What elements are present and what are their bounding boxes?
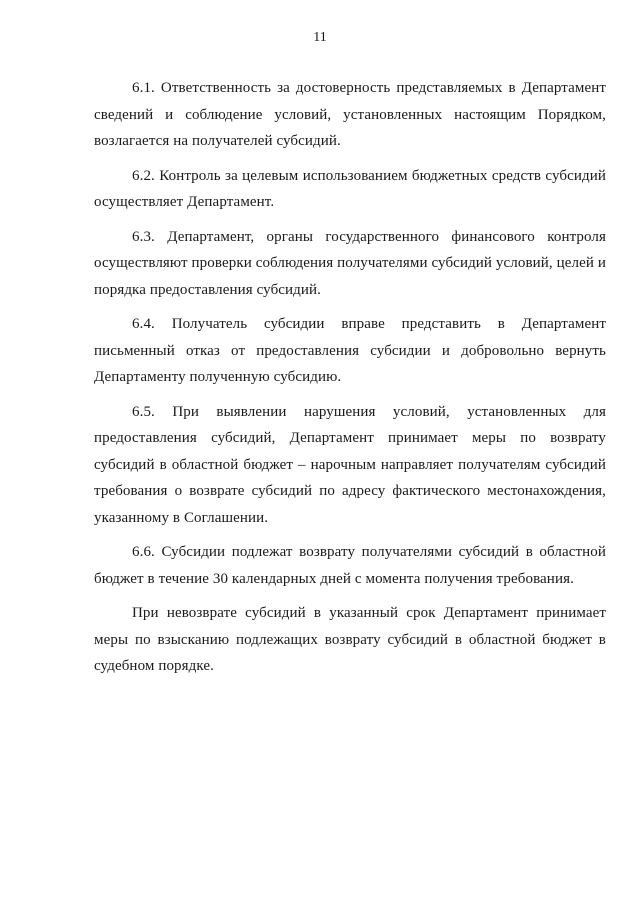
paragraph-6-1: 6.1. Ответственность за достоверность представляемых в Департамент сведений и соблюдение условий, установленных настоящим Порядком, возлагается на получателей субсидий. [94,80,606,149]
paragraph-non-return: При невозврате субсидий в указанный срок Департамент принимает меры по взысканию подлежащих возврату субсидий в областной бюджет в судебном порядке. [94,605,606,674]
paragraph-6-6: 6.6. Субсидии подлежат возврату получателями субсидий в областной бюджет в течение 30 календарных дней с момента получения требования. [94,544,606,587]
paragraph-6-2: 6.2. Контроль за целевым использованием бюджетных средств субсидий осуществляет Департамент. [94,167,606,210]
document-body [94,75,606,688]
paragraph-6-5: 6.5. При выявлении нарушения условий, установленных для предоставления субсидий, Департамент принимает меры по возврату субсидий в областной бюджет – нарочным направляет получателям субсидий требования о возврате субсидий по адресу фактического местонахождения, указанному в Соглашении. [94,403,606,526]
page-number: 11 [313,30,327,45]
paragraph-6-3: 6.3. Департамент, органы государственного финансового контроля осуществляют проверки соблюдения получателями субсидий условий, целей и порядка предоставления субсидий. [94,228,606,298]
paragraph-6-4: 6.4. Получатель субсидии вправе представить в Департамент письменный отказ от предоставления субсидии и добровольно вернуть Департаменту полученную субсидию. [94,316,606,385]
